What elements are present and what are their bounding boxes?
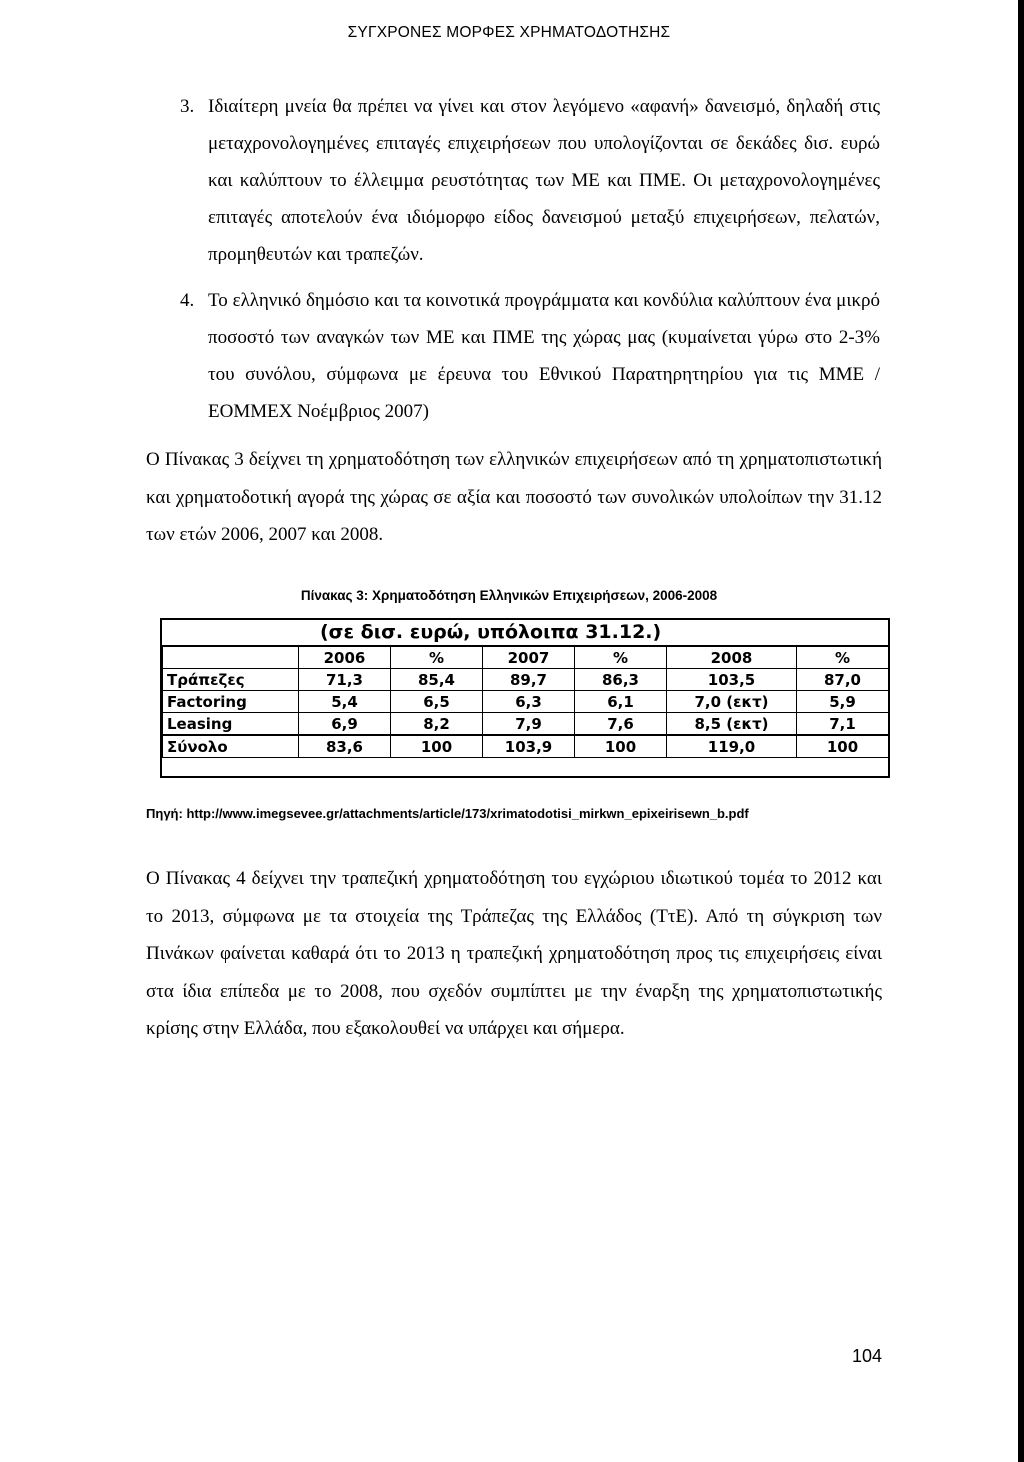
table-header-row <box>163 646 889 669</box>
paragraph-table3-intro: Ο Πίνακας 3 δείχνει τη χρηματοδότηση των ελληνικών επιχειρήσεων από τη χρηματοπιστωτική και χρηματοδοτική αγορά της χώρας σε αξία και ποσοστό των συνολικών υπολοίπων την 31.12 των ετών 2006, 2007 και 2008. <box>146 449 882 545</box>
financing-table-frame <box>160 618 890 778</box>
table-cell: 5,9 <box>797 691 889 713</box>
table-cell: 8,2 <box>391 713 483 736</box>
running-header: ΣΥΓΧΡΟΝΕΣ ΜΟΡΦΕΣ ΧΡΗΜΑΤΟΔΟΤΗΣΗΣ <box>347 24 671 41</box>
table-cell: 5,4 <box>299 691 391 713</box>
table-cell: 100 <box>391 735 483 758</box>
row-label: Τράπεζες <box>163 669 299 691</box>
table-cell: 103,5 <box>667 669 797 691</box>
table-cell: 7,9 <box>483 713 575 736</box>
table-cell: 103,9 <box>483 735 575 758</box>
row-label: Factoring <box>163 691 299 713</box>
table-cell: 8,5 (εκτ) <box>667 713 797 736</box>
paragraph-table4-intro: Ο Πίνακας 4 δείχνει την τραπεζική χρηματοδότηση του εγχώριου ιδιωτικού τομέα το 2012 και το 2013, σύμφωνα με τα στοιχεία της Τράπεζας της Ελλάδος (ΤτΕ). Από τη σύγκριση των Πινάκων φαίνεται καθαρά ότι το 2013 η τραπεζική χρηματοδότηση προς τις επιχειρήσεις είναι στα ίδια επίπεδα με το 2008, που σχεδόν συμπίπτει με την έναρξη της χρηματοπιστωτικής κρίσης στην Ελλάδα, που εξακολουθεί να υπάρχει και σήμερα. <box>146 868 882 1039</box>
table-cell: 89,7 <box>483 669 575 691</box>
table-cell: 7,6 <box>575 713 667 736</box>
table-cell: 6,1 <box>575 691 667 713</box>
header-cell: % <box>391 646 483 669</box>
financing-table <box>162 645 889 758</box>
table-cell: 100 <box>797 735 889 758</box>
list-item-3 <box>180 88 880 273</box>
header-cell: % <box>797 646 889 669</box>
list-item-number: 4. <box>180 290 195 311</box>
table-cell: 71,3 <box>299 669 391 691</box>
header-cell: 2007 <box>483 646 575 669</box>
list-item-text: Το ελληνικό δημόσιο και τα κοινοτικά προγράμματα και κονδύλια καλύπτουν ένα μικρό ποσοστό των αναγκών των ΜΕ και ΠΜΕ της χώρας μας (κυμαίνεται γύρω στο 2-3% του συνόλου, σύμφωνα με έρευνα του Εθνικού Παρατηρητηρίου για τις ΜΜΕ / ΕΟΜΜΕΧ Νοέμβριος 2007) <box>208 290 880 422</box>
list-item-number: 3. <box>180 96 195 117</box>
table-cell: 7,0 (εκτ) <box>667 691 797 713</box>
header-cell <box>163 646 299 669</box>
table-source: Πηγή: http://www.imegsevee.gr/attachments/article/173/xrimatodotisi_mirkwn_epixeirisewn_b.pdf <box>146 806 749 821</box>
table-caption: Πίνακας 3: Χρηματοδότηση Ελληνικών Επιχειρήσεων, 2006-2008 <box>300 588 718 603</box>
table-cell: 87,0 <box>797 669 889 691</box>
table-cell: 119,0 <box>667 735 797 758</box>
list-item-text: Ιδιαίτερη μνεία θα πρέπει να γίνει και στον λεγόμενο «αφανή» δανεισμό, δηλαδή στις μεταχρονολογημένες επιταγές επιχειρήσεων που υπολογίζονται σε δεκάδες δισ. ευρώ και καλύπτουν το έλλειμμα ρευστότητας των ΜΕ και ΠΜΕ. Οι μεταχρονολογημένες επιταγές αποτελούν ένα ιδιόμορφο είδος δανεισμού μεταξύ επιχειρήσεων, πελατών, προμηθευτών και τραπεζών. <box>208 96 880 265</box>
table-cell: 83,6 <box>299 735 391 758</box>
table-row <box>163 691 889 713</box>
table-cell: 86,3 <box>575 669 667 691</box>
row-label: Σύνολο <box>163 735 299 758</box>
table-row <box>163 669 889 691</box>
table-cell: 6,9 <box>299 713 391 736</box>
table-cell: 6,3 <box>483 691 575 713</box>
table-cell: 6,5 <box>391 691 483 713</box>
table-row <box>163 713 889 736</box>
row-label: Leasing <box>163 713 299 736</box>
header-cell: 2008 <box>667 646 797 669</box>
table-cell: 85,4 <box>391 669 483 691</box>
list-item-4 <box>180 282 880 430</box>
header-cell: % <box>575 646 667 669</box>
table-unit-label: (σε δισ. ευρώ, υπόλοιπα 31.12.) <box>320 621 662 643</box>
page-number: 104 <box>851 1346 882 1366</box>
table-total-row <box>163 735 889 758</box>
table-cell: 7,1 <box>797 713 889 736</box>
header-cell: 2006 <box>299 646 391 669</box>
table-cell: 100 <box>575 735 667 758</box>
